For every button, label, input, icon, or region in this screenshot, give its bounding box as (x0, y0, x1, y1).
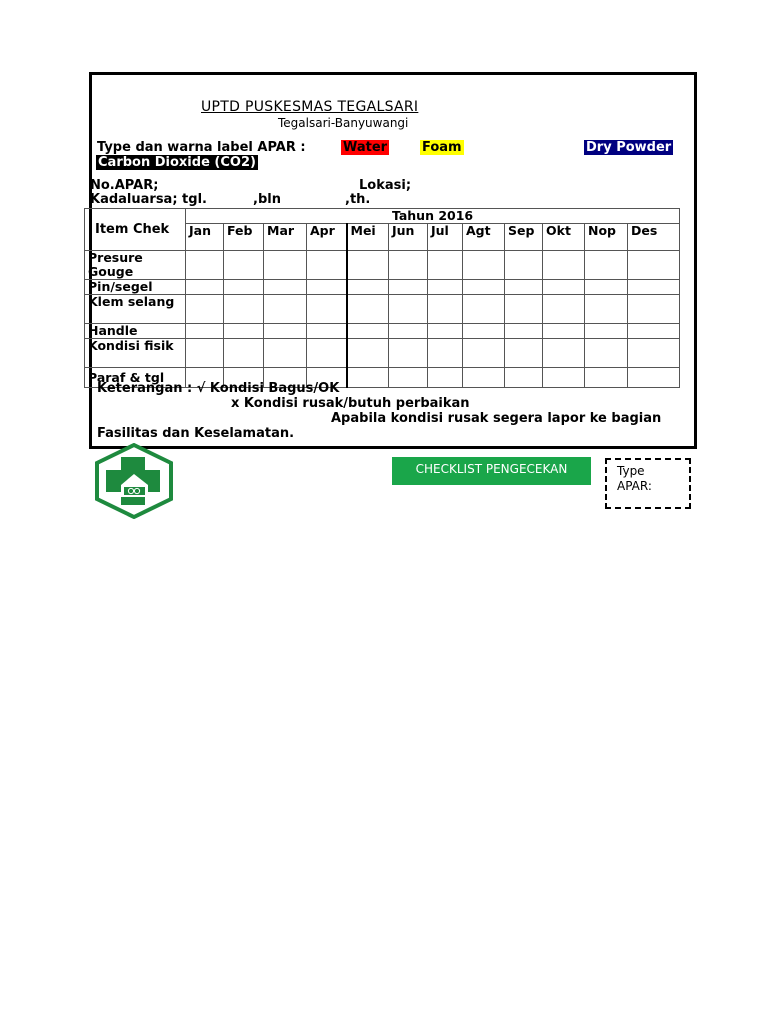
checklist-table (84, 208, 680, 388)
check-cell[interactable] (264, 251, 307, 280)
check-cell[interactable] (347, 251, 389, 280)
check-cell[interactable] (585, 280, 628, 295)
check-cell[interactable] (463, 251, 505, 280)
table-row (85, 339, 680, 368)
label-type-prefix: Type dan warna label APAR : (97, 140, 306, 155)
check-cell[interactable] (264, 324, 307, 339)
check-cell[interactable] (186, 339, 224, 368)
check-cell[interactable] (264, 295, 307, 324)
check-cell[interactable] (307, 295, 347, 324)
month-header: Mei (347, 224, 389, 251)
check-cell[interactable] (389, 251, 428, 280)
check-cell[interactable] (543, 280, 585, 295)
check-cell[interactable] (347, 324, 389, 339)
check-cell[interactable] (347, 368, 389, 388)
year-header: Tahun 2016 (186, 209, 680, 224)
check-cell[interactable] (428, 368, 463, 388)
month-header: Mar (264, 224, 307, 251)
type-box-line-1: Type (617, 464, 645, 478)
check-cell[interactable] (428, 251, 463, 280)
checklist-pengecekan-button[interactable]: CHECKLIST PENGECEKAN (392, 457, 591, 485)
check-cell[interactable] (463, 295, 505, 324)
table-row (85, 251, 680, 280)
check-cell[interactable] (505, 251, 543, 280)
check-cell[interactable] (307, 251, 347, 280)
row-label: Klem selang (85, 295, 186, 324)
check-cell[interactable] (428, 339, 463, 368)
table-row (85, 280, 680, 295)
check-cell[interactable] (505, 339, 543, 368)
th-label: ,th. (345, 192, 371, 207)
page-title: UPTD PUSKESMAS TEGALSARI (201, 99, 419, 115)
check-cell[interactable] (307, 339, 347, 368)
check-cell[interactable] (543, 295, 585, 324)
check-cell[interactable] (585, 295, 628, 324)
check-cell[interactable] (224, 324, 264, 339)
check-cell[interactable] (463, 280, 505, 295)
check-cell[interactable] (224, 280, 264, 295)
month-header: Feb (224, 224, 264, 251)
check-cell[interactable] (389, 339, 428, 368)
check-cell[interactable] (389, 295, 428, 324)
check-cell[interactable] (264, 280, 307, 295)
type-box-line-2: APAR: (617, 479, 652, 493)
row-label: Presure Gouge (85, 251, 186, 280)
type-apar-box (605, 458, 691, 509)
check-cell[interactable] (347, 295, 389, 324)
check-cell[interactable] (428, 295, 463, 324)
check-cell[interactable] (428, 324, 463, 339)
month-header: Sep (505, 224, 543, 251)
check-cell[interactable] (505, 280, 543, 295)
check-cell[interactable] (585, 368, 628, 388)
check-cell[interactable] (224, 251, 264, 280)
check-cell[interactable] (463, 368, 505, 388)
puskesmas-logo-icon (93, 443, 175, 519)
keterangan-line-3: Apabila kondisi rusak segera lapor ke bagian (331, 411, 662, 426)
check-cell[interactable] (505, 324, 543, 339)
check-cell[interactable] (505, 295, 543, 324)
check-cell[interactable] (347, 280, 389, 295)
check-cell[interactable] (585, 339, 628, 368)
check-cell[interactable] (543, 339, 585, 368)
kadaluarsa-label: Kadaluarsa; tgl. (90, 192, 207, 207)
month-header: Des (628, 224, 680, 251)
row-label: Paraf & tgl (85, 368, 186, 388)
check-cell[interactable] (628, 324, 680, 339)
check-cell[interactable] (543, 324, 585, 339)
label-type-dry-powder: Dry Powder (586, 140, 672, 155)
check-cell[interactable] (628, 339, 680, 368)
check-cell[interactable] (628, 295, 680, 324)
keterangan-line-1: Keterangan : √ Kondisi Bagus/OK (97, 381, 340, 396)
item-header: Item Chek (85, 209, 186, 251)
month-header: Agt (463, 224, 505, 251)
check-cell[interactable] (186, 251, 224, 280)
row-label: Handle (85, 324, 186, 339)
table-row (85, 295, 680, 324)
check-cell[interactable] (389, 368, 428, 388)
lokasi-label: Lokasi; (359, 178, 412, 193)
check-cell[interactable] (264, 339, 307, 368)
check-cell[interactable] (463, 339, 505, 368)
year-header-row (85, 209, 680, 224)
check-cell[interactable] (389, 324, 428, 339)
check-cell[interactable] (224, 339, 264, 368)
month-header: Jan (186, 224, 224, 251)
keterangan-line-4: Fasilitas dan Keselamatan. (97, 426, 295, 441)
check-cell[interactable] (628, 368, 680, 388)
bln-label: ,bln (253, 192, 281, 207)
no-apar-label: No.APAR; (90, 178, 159, 193)
check-cell[interactable] (428, 280, 463, 295)
check-cell[interactable] (505, 368, 543, 388)
month-header: Jun (389, 224, 428, 251)
check-cell[interactable] (585, 251, 628, 280)
table-row (85, 324, 680, 339)
month-header: Okt (543, 224, 585, 251)
check-cell[interactable] (186, 280, 224, 295)
label-type-water: Water (343, 140, 388, 155)
check-cell[interactable] (186, 324, 224, 339)
check-cell[interactable] (585, 324, 628, 339)
month-header: Nop (585, 224, 628, 251)
check-cell[interactable] (347, 339, 389, 368)
check-cell[interactable] (628, 280, 680, 295)
month-header: Apr (307, 224, 347, 251)
check-cell[interactable] (224, 295, 264, 324)
label-type-foam: Foam (422, 140, 462, 155)
row-label: Pin/segel (85, 280, 186, 295)
check-cell[interactable] (463, 324, 505, 339)
month-header: Jul (428, 224, 463, 251)
check-cell[interactable] (543, 368, 585, 388)
check-cell[interactable] (543, 251, 585, 280)
check-cell[interactable] (628, 251, 680, 280)
keterangan-line-2: x Kondisi rusak/butuh perbaikan (231, 396, 470, 411)
check-cell[interactable] (307, 324, 347, 339)
label-type-co2: Carbon Dioxide (CO2) (98, 155, 256, 170)
check-cell[interactable] (307, 280, 347, 295)
page-subtitle: Tegalsari-Banyuwangi (278, 116, 409, 130)
row-label: Kondisi fisik (85, 339, 186, 368)
check-cell[interactable] (186, 295, 224, 324)
check-cell[interactable] (389, 280, 428, 295)
